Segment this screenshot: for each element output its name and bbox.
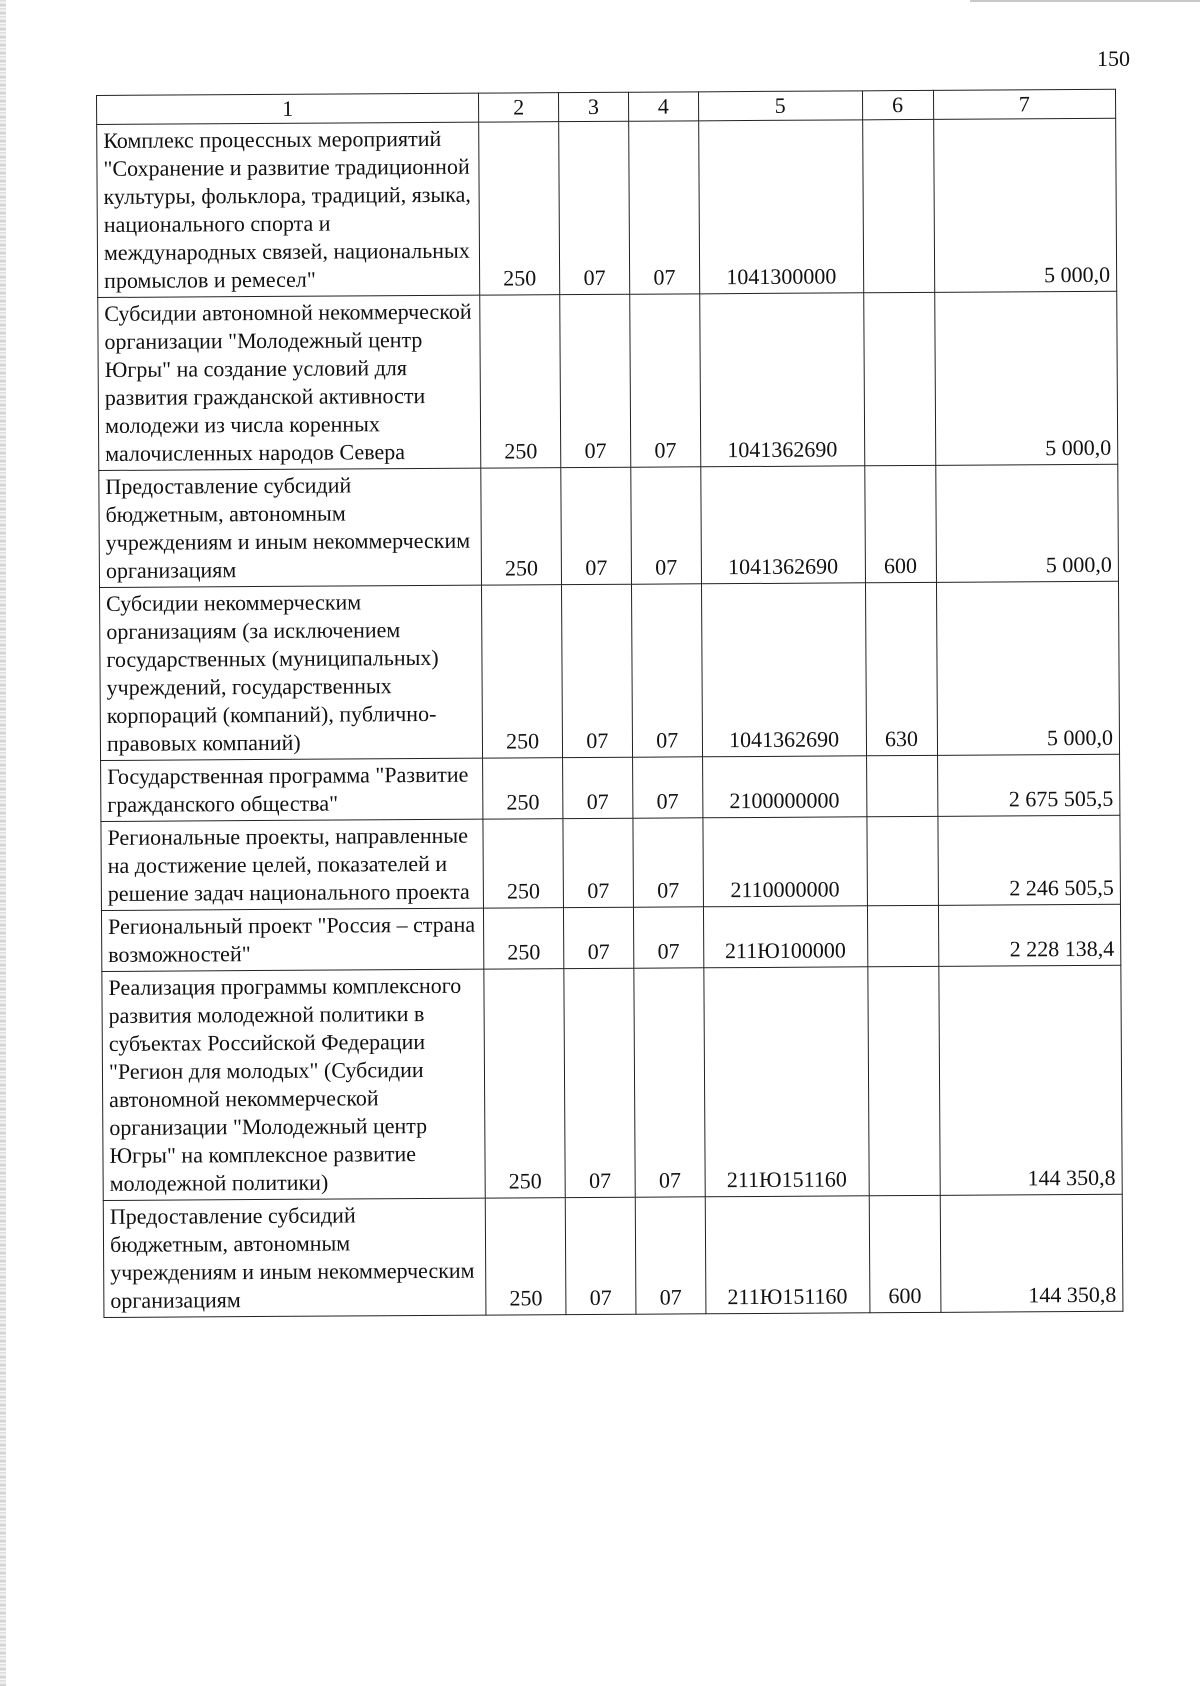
column-6-cell: 600	[869, 1195, 941, 1312]
column-7-cell: 2 246 505,5	[937, 815, 1120, 905]
column-3-cell: 07	[563, 757, 633, 818]
column-2-cell: 250	[481, 468, 561, 585]
column-6-cell: 630	[865, 582, 937, 755]
top-edge-line	[970, 0, 1200, 2]
table-row	[101, 815, 1121, 910]
column-4-cell: 07	[633, 818, 703, 907]
column-2-cell: 250	[483, 758, 563, 819]
row-name-cell: Предоставление субсидий бюджетным, автономным учреждениям и иным некоммерческим организациям	[99, 468, 482, 587]
column-4-cell: 07	[631, 584, 702, 757]
column-2-cell: 250	[485, 1198, 565, 1315]
column-3-cell: 07	[560, 294, 631, 467]
budget-table	[96, 89, 1123, 1318]
page-number: 150	[1097, 46, 1130, 71]
row-name-cell: Субсидии автономной некоммерческой организации "Молодежный центр Югры" на создание условий для развития гражданской активности молодежи из числа коренных малочисленных народов Севера	[98, 295, 481, 470]
row-name-cell: Региональные проекты, направленные на достижение целей, показателей и решение задач национального проекта	[101, 819, 484, 910]
column-5-cell: 1041362690	[701, 583, 866, 757]
table-row	[99, 464, 1119, 587]
column-7-cell: 2 228 138,4	[938, 904, 1121, 966]
column-6-cell	[863, 292, 935, 465]
column-header-7: 7	[933, 89, 1116, 119]
column-3-cell: 07	[563, 907, 633, 968]
column-2-cell: 250	[479, 122, 560, 295]
table-row	[97, 118, 1117, 297]
column-5-cell: 211Ю100000	[703, 906, 867, 968]
row-name-cell: Предоставление субсидий бюджетным, автономным учреждениям и иным некоммерческим организациям	[103, 1198, 486, 1317]
column-header-5: 5	[698, 91, 862, 121]
column-7-cell: 2 675 505,5	[937, 754, 1120, 816]
row-name-cell: Государственная программа "Развитие гражданского общества"	[101, 758, 484, 821]
row-name-cell: Реализация программы комплексного развития молодежной политики в субъектах Российской Федерации "Регион для молодых" (Субсидии автономной некоммерческой организации "Молодежный центр Югры" на комплексное развитие молодежной политики)	[102, 969, 486, 1200]
column-3-cell: 07	[561, 467, 632, 584]
column-7-cell: 5 000,0	[934, 291, 1118, 465]
column-5-cell: 211Ю151160	[704, 967, 869, 1197]
column-7-cell: 5 000,0	[935, 464, 1118, 582]
column-5-cell: 2100000000	[702, 756, 866, 818]
column-5-cell: 211Ю151160	[705, 1196, 870, 1314]
column-header-3: 3	[558, 92, 628, 121]
column-2-cell: 250	[484, 908, 564, 969]
column-header-6: 6	[862, 90, 933, 119]
column-6-cell	[867, 966, 939, 1195]
column-2-cell: 250	[480, 295, 561, 468]
column-4-cell: 07	[631, 467, 702, 584]
column-3-cell: 07	[561, 584, 632, 757]
column-6-cell	[866, 816, 938, 905]
column-4-cell: 07	[632, 757, 702, 818]
column-4-cell: 07	[633, 907, 703, 968]
column-3-cell: 07	[564, 968, 635, 1197]
column-6-cell	[866, 755, 937, 816]
column-3-cell: 07	[565, 1197, 636, 1314]
column-7-cell: 144 350,8	[940, 1194, 1123, 1312]
column-4-cell: 07	[635, 1197, 706, 1314]
table-row	[101, 754, 1120, 821]
table-row	[100, 581, 1120, 760]
table-row	[102, 965, 1122, 1200]
column-5-cell: 2110000000	[703, 817, 867, 907]
table-row	[98, 291, 1118, 470]
column-3-cell: 07	[563, 818, 633, 907]
column-6-cell: 600	[864, 465, 936, 582]
column-header-1: 1	[97, 93, 479, 124]
row-name-cell: Комплекс процессных мероприятий "Сохранение и развитие традиционной культуры, фольклора, традиций, языка, национального спорта и международных связей, национальных промыслов и ремесел"	[97, 122, 480, 297]
column-4-cell: 07	[630, 294, 701, 467]
row-name-cell: Субсидии некоммерческим организациям (за исключением государственных (муниципальных) учреждений, государственных корпораций (компаний), публично-правовых компаний)	[100, 585, 483, 760]
column-5-cell: 1041362690	[699, 293, 864, 467]
column-7-cell: 144 350,8	[938, 965, 1122, 1195]
column-5-cell: 1041300000	[698, 120, 863, 294]
column-6-cell	[862, 119, 934, 292]
table-row	[103, 1194, 1123, 1317]
column-3-cell: 07	[559, 121, 630, 294]
column-4-cell: 07	[629, 121, 700, 294]
column-header-2: 2	[479, 93, 559, 122]
column-header-4: 4	[628, 92, 698, 121]
column-2-cell: 250	[484, 969, 565, 1198]
column-2-cell: 250	[483, 819, 563, 908]
column-7-cell: 5 000,0	[936, 581, 1120, 755]
column-5-cell: 1041362690	[701, 466, 866, 584]
column-2-cell: 250	[482, 585, 563, 758]
column-4-cell: 07	[634, 968, 705, 1197]
column-7-cell: 5 000,0	[933, 118, 1117, 292]
row-name-cell: Региональный проект "Россия – страна возможностей"	[101, 908, 484, 971]
column-6-cell	[867, 905, 938, 966]
table-row	[101, 904, 1120, 971]
scanned-page-edge	[0, 0, 6, 1686]
